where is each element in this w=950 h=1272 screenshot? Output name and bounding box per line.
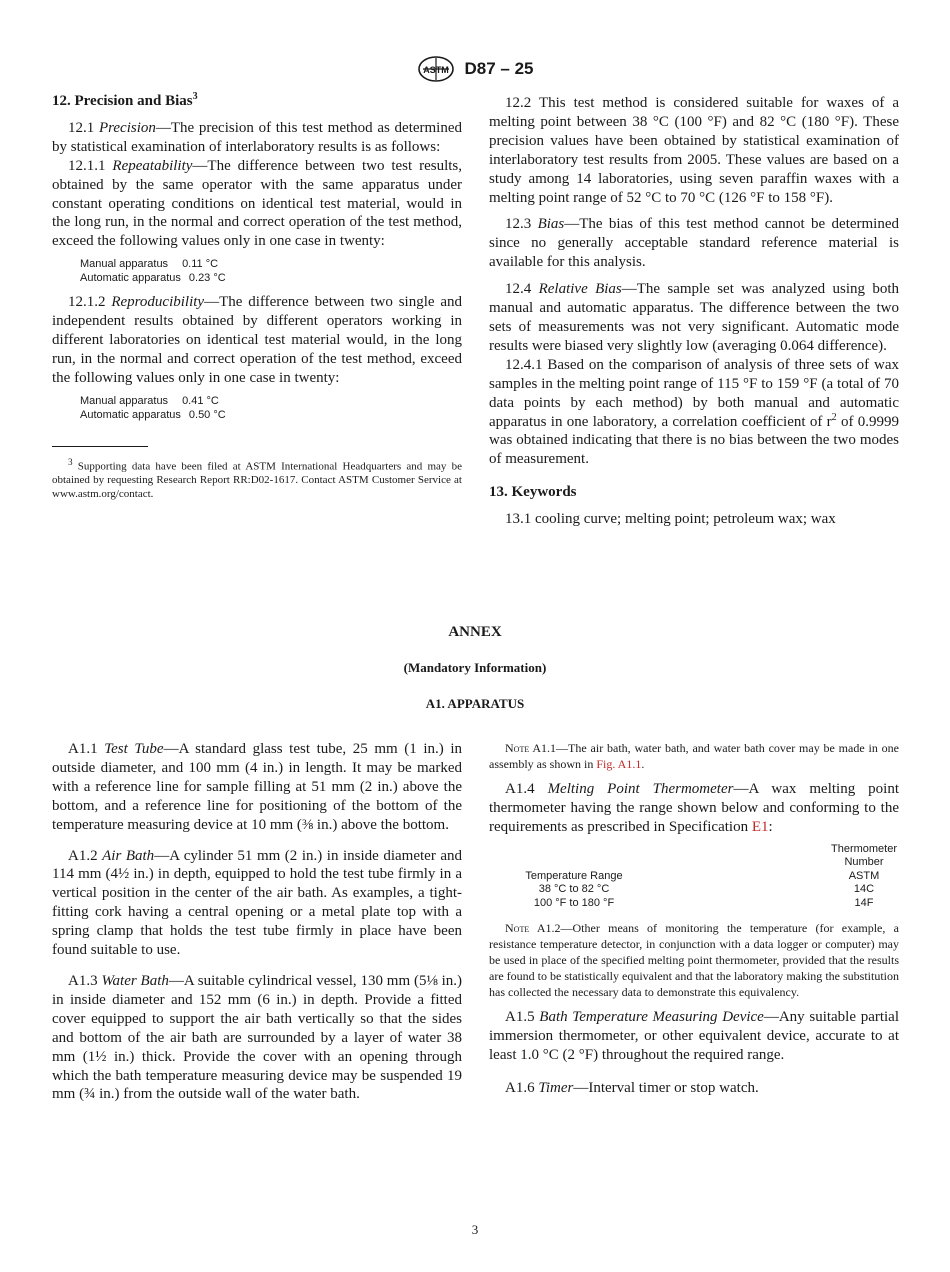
table-header-row: Number [844, 856, 884, 869]
right-column-bottom [489, 740, 899, 1106]
paragraph-a1-3: A1.3 Water Bath—A suitable cylindrical vessel, 130 mm (5⅛ in.) in inside diameter and 152 mm (6 in.) in depth. Provide a fitted cover equipped to support the air bath vertically so that the sides and bottom of the air bath are surrounded by a layer of water 38 mm (1½ in.) thick. Provide the cover with an opening through which the bath temperature measuring device may be suspended 19 mm (¾ in.) from the outside wall of the water bath. [52, 972, 462, 1103]
table-header-row: Thermometer [830, 842, 898, 855]
paragraph-12-1: 12.1 Precision—The precision of this test method as determined by statistical examination of interlaboratory results is as follows: [52, 119, 463, 155]
footnote: $^3$ Supporting data have been filed at ASTM International Headquarters and may be obtained by requesting Research Report RR:D02-1617. Contact ASTM Customer Service at www.astm.org/contact. [52, 456, 462, 501]
table-row: 38 °C to 82 °C 14C [538, 883, 875, 896]
note-a1-1: Note A1.1—The air bath, water bath, and water bath cover may be made in one assembly as shown in Fig. A1.1. [489, 741, 899, 771]
astm-logo-icon [417, 56, 455, 82]
table-header-row: Temperature Range ASTM [525, 869, 880, 882]
paragraph-a1-1: A1.1 Test Tube—A standard glass test tube, 25 mm (1 in.) in outside diameter, and 100 mm (4 in.) in length. It may be marked with a reference line for sample filling at 51 mm (2 in.) above the bottom, and a reference line for positioning of the bottom of the temperature measuring device at 10 mm (⅜ in.) above the bottom. [52, 741, 462, 833]
value-row: Manual apparatus 0.11 °C [80, 258, 219, 271]
value-row: Automatic apparatus 0.50 °C [80, 408, 226, 421]
left-column-bottom [52, 740, 462, 1112]
paragraph-a1-5: A1.5 Bath Temperature Measuring Device—Any suitable partial immersion thermometer, or other equivalent device, accurate to at least 1.0 °C (2 °F) throughout the required range. [489, 1009, 900, 1064]
paragraph-12-4: 12.4 Relative Bias—The sample set was analyzed using both manual and automatic apparatus. The difference between the two sets of measurements was not very significant. Automatic mode results were biased very slightly low (averaging 0.064 difference). [489, 281, 899, 354]
value-row: Manual apparatus 0.41 °C [80, 394, 219, 407]
paragraph-12-2: 12.2 This test method is considered suitable for waxes of a melting point between 38 °C (100 °F) and 82 °C (180 °F). These precision values have been obtained by statistical examination of interlaboratory test results from 2005. These values are based on a study among 14 laboratories, using seven paraffin waxes with a melting point range of 52 °C to 70 °C (126 °F to 158 °F). [489, 95, 899, 206]
paragraph-12-4-1: 12.4.1 Based on the comparison of analysis of three sets of wax samples in the melting point range of 115 °F to 159 °F (a total of 70 data points by each method) by both manual and automatic apparatus in one laboratory, a correlation coefficient of $r^2$ of 0.9999 was obtained indicating that there is no bias between the two modes of measurement. [489, 356, 899, 468]
svg-text:ASTM: ASTM [422, 65, 449, 75]
value-row: Automatic apparatus 0.23 °C [80, 272, 226, 285]
note-a1-2: Note A1.2—Other means of monitoring the temperature (for example, a resistance temperature detector, in conjunction with a data logger or computer) may be used in place of the specified melting point thermometer, provided that the results are found to be statistically equivalent and that the laboratory making the substitution has collected the necessary data to demonstrate this equivalency. [489, 921, 899, 1000]
thermometer-table [489, 843, 899, 911]
annex-section-heading: A1. APPARATUS [425, 696, 525, 711]
page-header [0, 56, 950, 82]
paragraph-12-1-2: 12.1.2 Reproducibility—The difference between two single and independent results obtained by different operators working in different laboratories on identical test material would, in the long run, in the normal and correct operation of the test method, exceed the following values only in one case in twenty: [52, 294, 463, 386]
e1-spec-link[interactable]: E1 [751, 818, 769, 835]
annex-subtitle: (Mandatory Information) [403, 660, 547, 675]
document-id: D87 – 25 [464, 59, 534, 78]
paragraph-13-1: 13.1 cooling curve; melting point; petroleum wax; wax [505, 511, 836, 528]
repeatability-values [80, 257, 462, 285]
right-column-top [489, 94, 899, 537]
paragraph-12-3: 12.3 Bias—The bias of this test method cannot be determined since no generally acceptable standard reference material is available for this analysis. [489, 216, 900, 271]
annex-title: ANNEX [448, 624, 502, 640]
left-column-top [52, 92, 462, 501]
paragraph-a1-2: A1.2 Air Bath—A cylinder 51 mm (2 in.) in inside diameter and 114 mm (4½ in.) in depth, equipped to hold the test tube firmly in a vertical position in the center of the air bath. As examples, a tight-fitting cork having a central opening or a metal plate top with a spring clamp that holds the test tube firmly in place have been found suitable to use. [52, 847, 463, 959]
paragraph-12-1-1: 12.1.1 Repeatability—The difference between two test results, obtained by the same operator with the same apparatus under constant operating conditions on identical test material, would in the long run, in the normal and correct operation of the test method, exceed the following values only in one case in twenty: [52, 157, 462, 250]
reproducibility-values [80, 394, 462, 422]
table-row: 100 °F to 180 °F 14F [533, 896, 874, 909]
page-number: 3 [471, 1222, 479, 1237]
section-12-heading: 12. Precision and Bias$^3$ [52, 91, 198, 109]
paragraph-a1-6: A1.6 Timer—Interval timer or stop watch. [505, 1079, 759, 1096]
footnote-divider [52, 446, 148, 447]
fig-a1-1-link[interactable]: Fig. A1.1 [596, 757, 642, 771]
paragraph-a1-4: A1.4 Melting Point Thermometer—A wax melting point thermometer having the range shown below and conforming to the requirements as prescribed in Specification E1: [489, 781, 900, 835]
section-13-heading: 13. Keywords [489, 484, 577, 501]
